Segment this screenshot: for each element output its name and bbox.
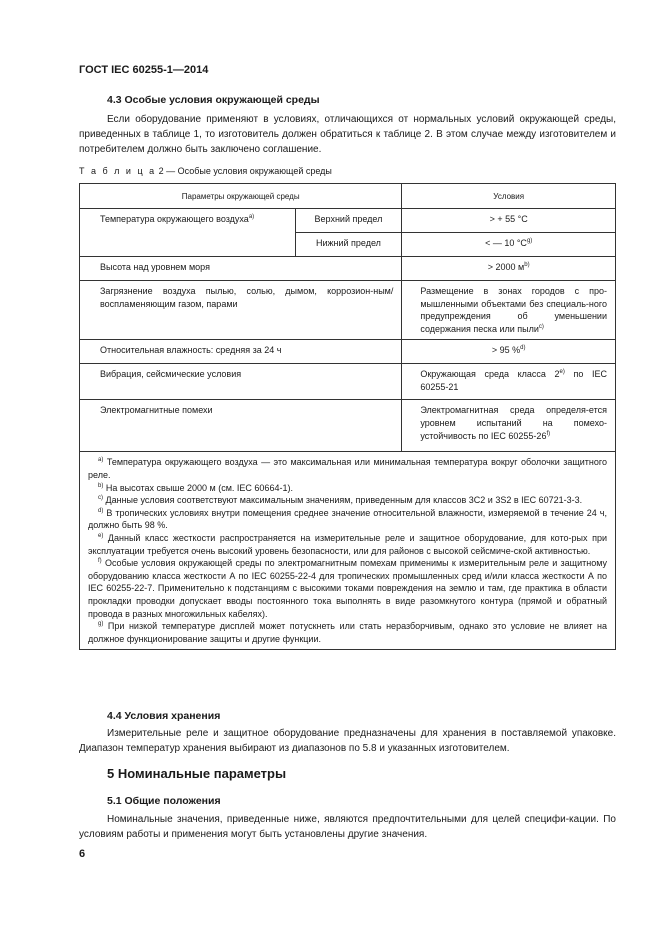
condition-cell: Окружающая среда класса 2$^{e)}$ по IEC 60255-21 [402,364,616,400]
footnote: $^{d)}$ В тропических условиях внутри помещения среднее значение относительной влажности, измеряемой в течение 24 ч, должно быть 98 %. [88,507,607,531]
section-4-3-text: Если оборудование применяют в условиях, отличающихся от нормальных условий окружающей среды, приведенных в таблице 1, то изготовитель должен обратиться к таблице 2. В этом случае между изготовителем и потребителем должно быть заключено соглашение. [79,114,616,155]
param-cell: Температура окружающего воздуха$^{a)}$ [80,209,296,257]
section-4-3-title: 4.3 Особые условия окружающей среды [107,94,320,106]
condition-cell: Электромагнитная среда определя-ется уровнем испытаний на помехо-устойчивость по IEC 60255-26$^{f)}$ [402,400,616,452]
footnote: $^{a)}$ Температура окружающего воздуха — это максимальная или минимальная температура вокруг оболочки защитного реле. [88,457,607,480]
footnote: $^{e)}$ Данный класс жесткости распространяется на измерительные реле и защитное оборудование, для кото-рых при эксплуатации требуется очень высокий уровень безопасности, или для районов с высокой сейсмиче-ской активностью. [88,532,607,556]
footnote: $^{g)}$ При низкой температуре дисплей может потускнеть или стать неразборчивым, однако это условие не влияет на должное функционирование защиты и другие функции. [88,621,607,644]
footnote: $^{f)}$ Особые условия окружающей среды по электромагнитным помехам применимы к измерительным реле и защитному оборудованию класса жесткости А по IEC 60255-22-4 для тропических промышленных сред и/или класса жесткости А по IEC 60255-22-7. Применительно к подстанциям с высокими токами повреждения на землю и там, где практика в области прокладки проводки допускает вводы постоянного тока выполнять в виде разомкнутого контура (прямой и обратный провода в разных многожильных кабелях). [88,558,607,619]
condition-cell: Размещение в зонах городов с про-мышленными объектами без специаль-ного предупреждения об уменьшении содержания песка или пыли$^{c)}$ [402,281,616,340]
condition-cell: > + 55 °C [402,209,616,233]
table-row [80,281,616,340]
param-cell: Вибрация, сейсмические условия [80,364,402,400]
table-caption [79,166,332,176]
table-row [80,340,616,364]
table-header-row [80,184,616,209]
table-row [80,400,616,452]
param-cell: Электромагнитные помехи [80,400,402,452]
footnotes-row [80,452,616,650]
table-row [80,257,616,281]
section-5-1-text: Номинальные значения, приведенные ниже, являются предпочтительными для целей специфи-кации. По условиям работы и применения могут быть установлены другие значения. [79,814,616,840]
section-5-title: 5 Номинальные параметры [107,766,287,781]
condition-cell: > 2000 $м^{b)}$ [402,257,616,281]
page-number: 6 [79,848,86,860]
subparam-cell: Верхний предел [295,209,402,233]
param-cell: Высота над уровнем моря [80,257,402,281]
footnotes-cell [80,452,616,650]
header-params: Параметры окружающей среды [80,184,402,209]
condition-cell: > 95 %$^{d)}$ [402,340,616,364]
table-row [80,364,616,400]
table-caption-text: 2 — Особые условия окружающей среды [158,166,332,176]
condition-cell: < — 10 $^\circ C^{g)}$ [402,233,616,257]
param-cell: Загрязнение воздуха пылью, солью, дымом, коррозион-ным/воспламеняющим газом, парами [80,281,402,340]
section-4-4-title: 4.4 Условия хранения [107,710,221,722]
table-row [80,209,616,233]
table-caption-prefix: Т а б л и ц а [79,166,157,176]
standard-header: ГОСТ IEC 60255-1—2014 [79,64,209,76]
footnote: $^{c)}$ Данные условия соответствуют максимальным значениям, приведенным для классов 3С2 и 3S2 в IEC 60721-3-3. [98,495,583,506]
param-cell: Относительная влажность: средняя за 24 ч [80,340,402,364]
subparam-cell: Нижний предел [295,233,402,257]
section-4-4-text: Измерительные реле и защитное оборудование предназначены для хранения в поставляемой упаковке. Диапазон температур хранения выбирают из диапазонов по 5.8 и указанных изготовителем. [79,728,616,754]
environment-conditions-table [79,183,616,650]
section-5-1-title: 5.1 Общие положения [107,795,221,807]
footnote: $^{b)}$ На высотах свыше 2000 м (см. IEC 60664-1). [98,482,293,493]
header-conditions: Условия [402,184,616,209]
